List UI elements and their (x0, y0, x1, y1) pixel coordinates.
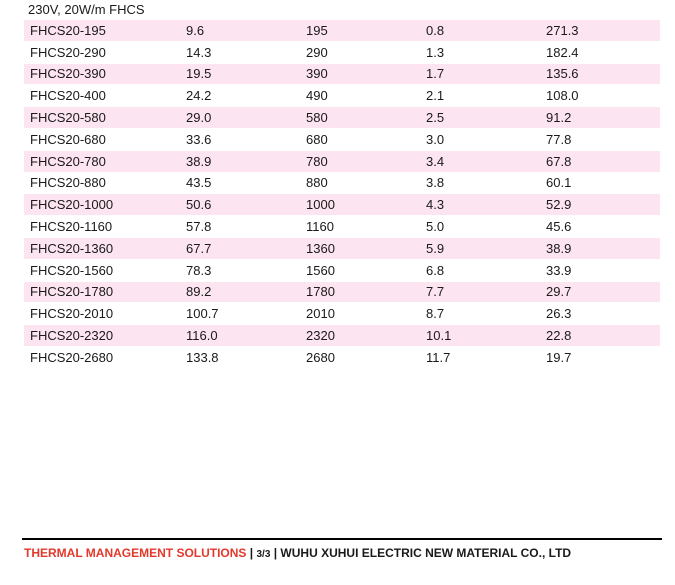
footer-page-number: 3/3 (256, 549, 271, 560)
cell-col-3: 390 (300, 63, 420, 85)
cell-col-5: 38.9 (540, 237, 660, 259)
cell-col-2: 67.7 (180, 237, 300, 259)
cell-col-4: 2.1 (420, 85, 540, 107)
table-row (24, 150, 660, 172)
cell-model: FHCS20-390 (24, 63, 180, 85)
cell-col-3: 680 (300, 128, 420, 150)
footer-separator: | (246, 546, 257, 560)
cell-col-2: 89.2 (180, 281, 300, 303)
cell-col-3: 580 (300, 107, 420, 129)
cell-col-4: 10.1 (420, 325, 540, 347)
cell-col-2: 43.5 (180, 172, 300, 194)
table-row (24, 237, 660, 259)
cell-col-3: 1000 (300, 194, 420, 216)
cell-col-5: 26.3 (540, 303, 660, 325)
cell-col-4: 4.3 (420, 194, 540, 216)
cell-col-2: 78.3 (180, 259, 300, 281)
cell-col-2: 24.2 (180, 85, 300, 107)
cell-col-2: 57.8 (180, 216, 300, 238)
table-row (24, 128, 660, 150)
cell-col-2: 100.7 (180, 303, 300, 325)
cell-col-3: 2010 (300, 303, 420, 325)
cell-model: FHCS20-290 (24, 41, 180, 63)
table-row (24, 172, 660, 194)
cell-col-5: 77.8 (540, 128, 660, 150)
cell-col-4: 5.9 (420, 237, 540, 259)
cell-col-2: 50.6 (180, 194, 300, 216)
cell-col-5: 67.8 (540, 150, 660, 172)
footer-divider (22, 538, 662, 540)
cell-col-2: 38.9 (180, 150, 300, 172)
cell-col-4: 1.3 (420, 41, 540, 63)
cell-col-4: 8.7 (420, 303, 540, 325)
cell-col-2: 133.8 (180, 346, 300, 368)
cell-col-5: 135.6 (540, 63, 660, 85)
cell-col-4: 6.8 (420, 259, 540, 281)
cell-col-2: 33.6 (180, 128, 300, 150)
cell-model: FHCS20-1780 (24, 281, 180, 303)
cell-model: FHCS20-195 (24, 20, 180, 41)
cell-col-2: 29.0 (180, 107, 300, 129)
spec-table (24, 20, 660, 369)
cell-col-2: 116.0 (180, 325, 300, 347)
table-row (24, 85, 660, 107)
table-caption: 230V, 20W/m FHCS (28, 2, 145, 17)
cell-model: FHCS20-1560 (24, 259, 180, 281)
cell-col-4: 7.7 (420, 281, 540, 303)
cell-col-3: 880 (300, 172, 420, 194)
cell-col-5: 60.1 (540, 172, 660, 194)
cell-col-2: 14.3 (180, 41, 300, 63)
page-footer (24, 545, 664, 563)
cell-col-2: 9.6 (180, 20, 300, 41)
footer-company: WUHU XUHUI ELECTRIC NEW MATERIAL CO., LTD (280, 546, 572, 560)
cell-col-3: 780 (300, 150, 420, 172)
cell-col-4: 2.5 (420, 107, 540, 129)
cell-model: FHCS20-580 (24, 107, 180, 129)
cell-col-4: 3.8 (420, 172, 540, 194)
cell-col-3: 1360 (300, 237, 420, 259)
cell-col-3: 195 (300, 20, 420, 41)
cell-model: FHCS20-780 (24, 150, 180, 172)
cell-col-2: 19.5 (180, 63, 300, 85)
cell-model: FHCS20-400 (24, 85, 180, 107)
table-row (24, 259, 660, 281)
cell-col-3: 2320 (300, 325, 420, 347)
cell-col-5: 182.4 (540, 41, 660, 63)
cell-col-5: 22.8 (540, 325, 660, 347)
footer-brand: THERMAL MANAGEMENT SOLUTIONS (24, 546, 247, 560)
table-row (24, 63, 660, 85)
cell-col-5: 33.9 (540, 259, 660, 281)
cell-col-4: 5.0 (420, 216, 540, 238)
cell-col-5: 52.9 (540, 194, 660, 216)
cell-model: FHCS20-680 (24, 128, 180, 150)
cell-col-5: 45.6 (540, 216, 660, 238)
table-row (24, 325, 660, 347)
cell-col-3: 290 (300, 41, 420, 63)
table-row (24, 41, 660, 63)
cell-model: FHCS20-2320 (24, 325, 180, 347)
cell-col-5: 108.0 (540, 85, 660, 107)
spec-table-body (24, 20, 660, 368)
table-row (24, 20, 660, 41)
table-row (24, 216, 660, 238)
cell-model: FHCS20-2010 (24, 303, 180, 325)
cell-col-5: 19.7 (540, 346, 660, 368)
table-row (24, 194, 660, 216)
cell-model: FHCS20-1360 (24, 237, 180, 259)
cell-col-4: 1.7 (420, 63, 540, 85)
cell-col-3: 2680 (300, 346, 420, 368)
cell-model: FHCS20-2680 (24, 346, 180, 368)
cell-col-5: 271.3 (540, 20, 660, 41)
cell-col-4: 3.4 (420, 150, 540, 172)
footer-separator: | (270, 546, 281, 560)
cell-col-3: 1160 (300, 216, 420, 238)
cell-col-4: 11.7 (420, 346, 540, 368)
cell-model: FHCS20-1000 (24, 194, 180, 216)
cell-model: FHCS20-880 (24, 172, 180, 194)
cell-col-3: 1560 (300, 259, 420, 281)
cell-col-5: 29.7 (540, 281, 660, 303)
cell-col-3: 1780 (300, 281, 420, 303)
cell-col-4: 0.8 (420, 20, 540, 41)
table-row (24, 303, 660, 325)
table-row (24, 107, 660, 129)
cell-model: FHCS20-1160 (24, 216, 180, 238)
table-row (24, 281, 660, 303)
table-row (24, 346, 660, 368)
cell-col-3: 490 (300, 85, 420, 107)
cell-col-5: 91.2 (540, 107, 660, 129)
cell-col-4: 3.0 (420, 128, 540, 150)
